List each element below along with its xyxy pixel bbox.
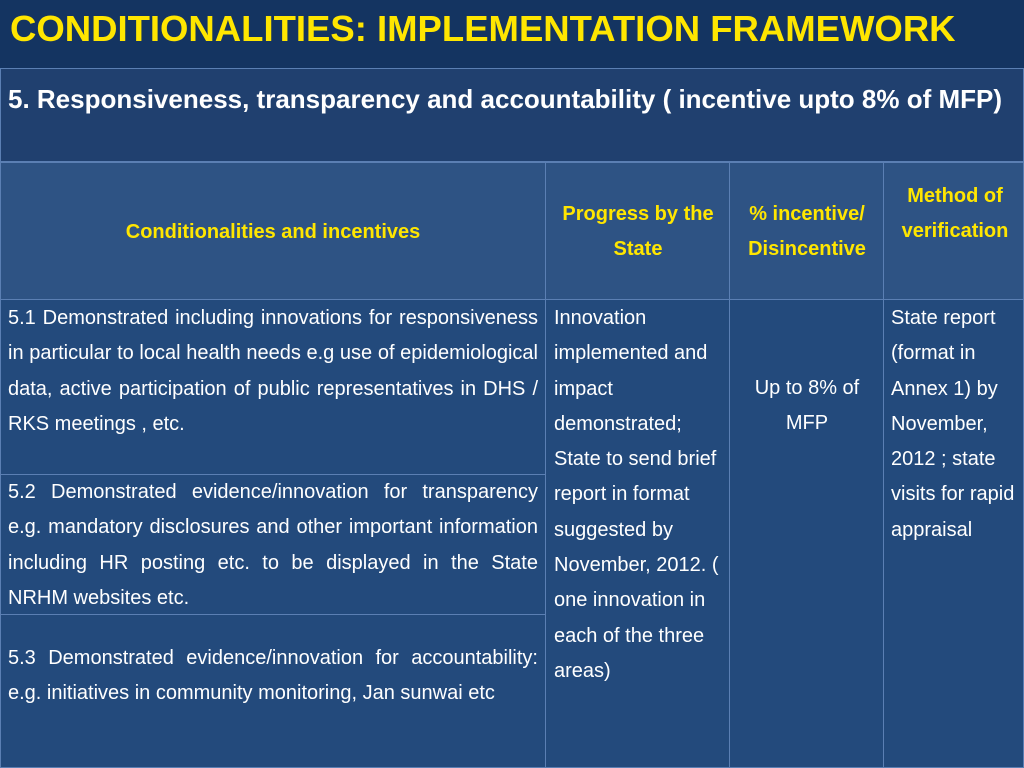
header-progress: Progress by the State [562,203,714,260]
header-incentive: % incentive/ Disincentive [748,203,866,260]
header-method: Method of verification [901,185,1009,242]
method-text: State report (format in Annex 1) by November, 2012 ; state visits for rapid appraisal [891,307,1015,541]
incentive-text: Up to 8% of MFP [754,377,860,435]
row-5-1-text: 5.1 Demonstrated including innovations for responsiveness in particular to local health needs e.g use of epidemiological data, active participation of public representatives in DHS / RKS meetings , etc. [8,307,538,435]
section-heading: 5. Responsiveness, transparency and accountability ( incentive upto 8% of MFP) [8,84,1003,114]
incentive-cell [729,299,884,768]
progress-text: Innovation implemented and impact demonstrated; State to send brief report in format suggested by November, 2012. ( one innovation in each of the three areas) [554,307,719,682]
header-conditionalities: Conditionalities and incentives [125,221,421,243]
row-5-2-text: 5.2 Demonstrated evidence/innovation for transparency e.g. mandatory disclosures and other important information including HR posting etc. to be displayed in the State NRHM websites etc. [8,481,538,609]
row-5-3-text: 5.3 Demonstrated evidence/innovation for accountability: e.g. initiatives in community monitoring, Jan sunwai etc [8,647,538,705]
slide-title: CONDITIONALITIES: IMPLEMENTATION FRAMEWORK [10,8,956,49]
